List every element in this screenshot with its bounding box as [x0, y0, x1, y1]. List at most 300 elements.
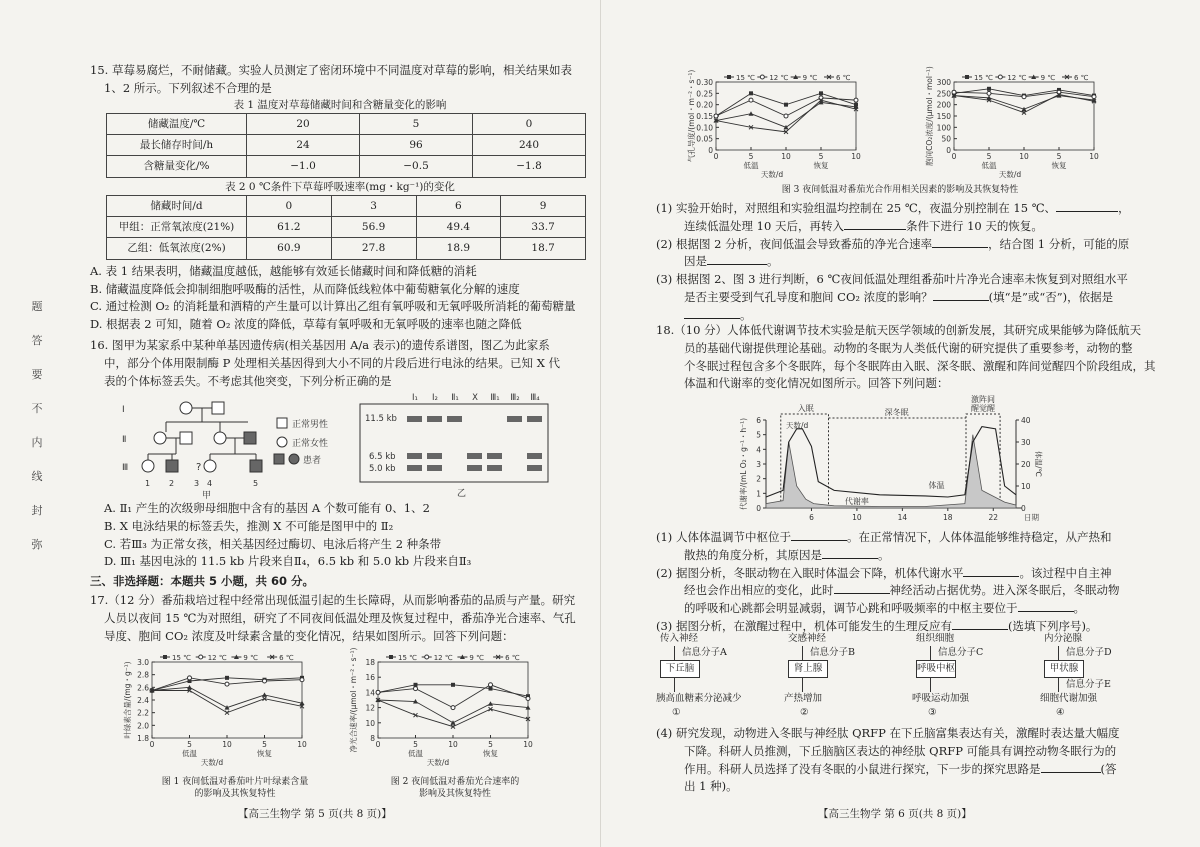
gel-band [427, 416, 442, 422]
legend-female-label: 正常女性 [292, 439, 329, 449]
q17-stem-2: 人员以夜间 15 ℃为对照组，研究了不同夜间低温处理及恢复过程中，番茄净光合速率、气孔 [104, 610, 576, 625]
q18-2-text: 。该过程中自主神 [1019, 565, 1112, 580]
flow-diagram [1040, 632, 1169, 722]
x-axis-label: 天数/d [200, 758, 224, 767]
legend-label: 15 ℃ [736, 74, 755, 82]
table-cell: 60.9 [247, 238, 332, 259]
flow-source: 交感神经 [788, 633, 827, 644]
table-row [107, 113, 586, 134]
phase-label: 醒觉醒 [971, 404, 996, 413]
data-point [263, 679, 267, 683]
x-tick-label: 18 [943, 513, 953, 522]
x-tick-label: 6 [809, 513, 814, 522]
q15-option-c: C. 通过检测 O₂ 的消耗量和酒精的产生量可以计算出乙组有氧呼吸和无氧呼吸所消耗的葡萄糖量 [90, 299, 576, 314]
legend-affected-female-icon [289, 454, 299, 464]
y-tick-label: 18 [365, 658, 375, 667]
question-15 [90, 62, 590, 334]
table-row [107, 156, 586, 177]
legend-affected-label: 患者 [303, 456, 322, 466]
y-tick-label: 200 [936, 100, 951, 110]
x-tick-label: 5 [187, 740, 192, 749]
y-tick-label: 2.4 [137, 696, 149, 705]
flow-signal: 信息分子C [938, 647, 984, 658]
q16-option-a: A. Ⅱ₁ 产生的次级卵母细胞中含有的基因 A 个数可能有 0、1、2 [104, 501, 430, 515]
q16-option-c: C. 若Ⅲ₃ 为正常女孩，相关基因经过酶切、电泳后将产生 2 种条带 [104, 536, 442, 551]
data-point [300, 678, 304, 682]
question-18-stem [656, 322, 1186, 393]
q18-1-text: 散热的角度分析，其原因是 [684, 547, 822, 562]
legend-label: 15 ℃ [398, 654, 417, 662]
legend-label: 6 ℃ [505, 654, 520, 662]
gel-band [467, 453, 482, 459]
seal-char: 封 [31, 504, 43, 517]
flow-effect: 产热增加 [784, 693, 823, 704]
table-cell: −0.5 [360, 156, 473, 177]
flow-signal: 信息分子D [1066, 647, 1112, 658]
q15-option-a: A. 表 1 结果表明，储藏温度越低，越能够有效延长储藏时间和降低糖的消耗 [90, 263, 477, 278]
phase-label: 激阵间 [971, 395, 996, 404]
q18-3-text: (选填下列序号)。 [1007, 619, 1098, 634]
y-tick-label: 2.8 [137, 670, 149, 680]
q15-stem-2: 1、2 所示。下列叙述不合理的是 [104, 80, 272, 95]
hibernation-chart [730, 395, 1060, 530]
flow-source: 组织细胞 [916, 633, 955, 644]
caption-line: 的影响及其恢复特性 [194, 789, 276, 800]
answer-blank[interactable] [684, 307, 740, 319]
q17-3-text: 是否主要受到气孔导度和胞间 CO₂ 浓度的影响？ [684, 290, 933, 305]
seal-line-notice [30, 290, 44, 562]
flow-arrow [674, 678, 675, 692]
phase-label: 恢复 [1051, 161, 1067, 170]
figure-yi-label: 乙 [457, 489, 467, 499]
legend-affected-male-icon [274, 454, 284, 464]
y-axis-label: 净光合速率/(μmol・m⁻²・s⁻¹) [349, 647, 358, 753]
chart-body [348, 648, 533, 767]
x-tick-label: 5 [1056, 152, 1062, 161]
y-tick-label: 0 [756, 504, 761, 513]
table-cell: 0 [247, 195, 332, 216]
individual-number: 3 [194, 479, 200, 488]
individual-number: 4 [207, 479, 213, 488]
seal-char: 内 [31, 436, 43, 449]
q15-option-d: D. 根据表 2 可知，随着 O₂ 浓度的降低，草莓有氧呼吸和无氧呼吸的速率也随之降低 [90, 317, 522, 332]
section-header: 三、非选择题：本题共 5 小题，共 60 分。 [90, 574, 315, 588]
table-row [107, 217, 586, 238]
individual-number: 5 [253, 479, 259, 488]
lane-label: Ⅲ₁ [490, 393, 500, 403]
answer-blank[interactable] [933, 289, 989, 301]
data-point [987, 91, 991, 95]
q18-1-text: (1) 人体体温调节中枢位于 [656, 530, 791, 544]
x-tick-label: 10 [851, 152, 861, 161]
x-tick-label: 10 [448, 740, 458, 749]
figure-3a-chart [682, 68, 872, 183]
table-cell: 240 [473, 135, 586, 156]
series-area [766, 435, 1016, 508]
legend-label: 12 ℃ [433, 654, 453, 662]
gel-band [487, 465, 502, 471]
individual-number: 2 [169, 479, 175, 488]
flow-number: ③ [928, 707, 937, 718]
generation-label: Ⅲ [122, 463, 129, 473]
generation-label: Ⅱ [122, 435, 127, 445]
x-tick-label: 10 [523, 740, 533, 749]
legend-male-icon [277, 418, 287, 428]
band-size-label: 5.0 kb [369, 464, 396, 474]
flow-target-box: 甲状腺 [1044, 660, 1084, 678]
answer-blank[interactable] [1056, 200, 1118, 212]
phase-label: 低温 [182, 749, 197, 758]
gel-band [407, 465, 422, 471]
table-cell: 24 [247, 135, 360, 156]
flow-signal: 信息分子A [682, 647, 727, 658]
data-point [784, 103, 788, 107]
pedigree-chart [120, 390, 350, 500]
data-point [727, 75, 731, 79]
answer-blank[interactable] [822, 547, 878, 559]
q16-stem-1: 16. 图甲为某家系中某种单基因遗传病(相关基因用 A/a 表示)的遗传系谱图，图乙为此家系 [90, 338, 550, 352]
female-symbol [154, 432, 166, 444]
q18-4-text: (4) 研究发现，动物进入冬眠与神经肽 QRFP 在下丘脑富集表达有关，激醒时表达量大幅度 [656, 726, 1120, 740]
data-point [784, 114, 788, 118]
unknown-symbol: ? [196, 462, 202, 473]
data-point [489, 683, 493, 687]
x-tick-label: 10 [1089, 152, 1099, 161]
answer-blank[interactable] [952, 618, 1008, 630]
seal-char: 要 [31, 368, 43, 381]
y-axis-label: 胞间CO₂浓度/(μmol・mol⁻¹) [925, 66, 934, 166]
legend-label: 12 ℃ [1007, 74, 1027, 82]
page-footer: 【高三生物学 第 5 页(共 8 页)】 [238, 808, 392, 820]
y-tick-label: 6 [756, 416, 761, 425]
q16-option-d: D. Ⅲ₁ 基因电泳的 11.5 kb 片段来自Ⅱ₄，6.5 kb 和 5.0 kb 片段来自Ⅱ₃ [104, 554, 472, 569]
flow-arrow [802, 678, 803, 692]
x-tick-label: 5 [413, 740, 418, 749]
q17-stem-1: 17.（12 分）番茄栽培过程中经常出现低温引起的生长障碍，从而影响番茄的品质与产量。研究 [90, 593, 576, 607]
q16-options [104, 500, 594, 571]
figure-jia-label: 甲 [202, 491, 212, 501]
table-cell: 5 [360, 113, 473, 134]
y-tick-label: 2.2 [137, 708, 149, 718]
y-tick-label: 0.30 [696, 78, 713, 87]
q17-1-text: 连续低温处理 10 天后，再转入 [684, 218, 844, 233]
data-point [225, 682, 229, 686]
female-symbol [214, 432, 226, 444]
flow-effect: 胰高血糖素分泌减少 [656, 693, 742, 704]
chart-body [738, 394, 1044, 522]
legend-male-label: 正常男性 [292, 420, 329, 430]
chart-body [122, 654, 307, 767]
flow-diagram [784, 632, 913, 722]
legend-label: 6 ℃ [279, 654, 294, 662]
data-point [376, 690, 380, 694]
data-point [262, 692, 267, 697]
y-tick-label: 10 [1021, 482, 1031, 491]
phase-label: 低温 [981, 161, 997, 170]
gel-band [447, 416, 462, 422]
legend-female-icon [277, 437, 287, 447]
female-symbol [204, 460, 216, 472]
flow-source: 内分泌腺 [1044, 633, 1083, 644]
data-point [225, 711, 229, 715]
caption-line: 图 1 夜间低温对番茄叶片叶绿素含量 [161, 777, 309, 787]
table-row [107, 135, 586, 156]
series-label: 代谢率 [844, 497, 869, 506]
legend [962, 74, 1089, 82]
table-1 [106, 113, 586, 178]
figure-1-caption [150, 776, 320, 800]
x-axis-label: 天数/d [426, 758, 450, 767]
chart-body [924, 66, 1099, 179]
x-tick-label: 5 [986, 152, 992, 161]
table-cell: 33.7 [501, 217, 586, 238]
table-cell: 乙组：低氧浓度(2%) [107, 238, 247, 259]
flow-target-box: 呼吸中枢 [916, 660, 956, 678]
data-point [749, 111, 754, 116]
flow-arrow [1058, 678, 1059, 692]
x-tick-label: 5 [818, 152, 824, 161]
q17-2-text: (2) 根据图 2 分析，夜间低温会导致番茄的净光合速率 [656, 236, 933, 251]
lane-label: Ⅱ₁ [451, 393, 459, 403]
data-point [451, 720, 456, 725]
flow-number: ① [672, 707, 681, 718]
lane-label: Ⅲ₂ [510, 393, 520, 403]
table-cell: 61.2 [247, 217, 332, 238]
flow-effect: 细胞代谢加强 [1040, 693, 1098, 704]
y-tick-label: 0.15 [696, 112, 713, 121]
series-label: 体温 [928, 481, 945, 491]
legend-label: 15 ℃ [172, 654, 191, 662]
band-size-label: 6.5 kb [369, 452, 396, 462]
question-18-subquestions: (1) 人体体温调节中枢位于 。在正常情况下，人体体温能够维持稳定，从产热和 散热的角度分析，其原因是 。 (2) 据图分析，冬眠动物在入眠时体温会下降，机体代谢水平 。该过程中自主神 经也会作出相应的变化，此时 神经活动占据优势。进入深冬眠后，冬眠动物 的呼吸和心跳都会明显减弱，调节心跳和呼吸频率的中枢主要位于 。 (3) 据图分析，在激醒过程中，机体可能发生的生理反应有 (选填下列序号)。 [656, 530, 1120, 634]
y-tick-label: 10 [365, 718, 375, 728]
table-cell: 甲组：正常氧浓度(21%) [107, 217, 247, 238]
phase-label: 恢复 [257, 749, 272, 758]
x-tick-label: 5 [748, 152, 754, 161]
answer-blank[interactable] [963, 565, 1019, 577]
question-16 [90, 337, 590, 390]
data-point [714, 114, 718, 118]
right-page [600, 0, 1200, 847]
x-tick-label: 5 [488, 740, 493, 749]
gel-band [407, 416, 422, 422]
y-tick-label: 0.10 [696, 123, 713, 133]
flow-number: ② [800, 707, 809, 718]
gel-band [527, 465, 542, 471]
q17-stem-3: 导度、胞间 CO₂ 浓度及叶绿素含量的变化情况，结果如图所示。回答下列问题： [104, 628, 514, 643]
data-point [749, 98, 753, 102]
q18-stem-1: 18.（10 分）人体低代谢调节技术实验是航天医学领域的创新发展，其研究成果能够为降低航天 [656, 323, 1142, 337]
answer-blank[interactable] [791, 529, 847, 541]
x-axis-label: 天数/d [760, 170, 784, 179]
x-tick-label: 0 [149, 740, 155, 749]
answer-blank[interactable] [1018, 600, 1074, 612]
lane-label: Ⅰ₁ [412, 393, 418, 403]
table-cell: 含糖量变化/% [107, 156, 247, 177]
q17-1-text: (1) 实验开始时，对照组和实验组温均控制在 25 ℃，夜温分别控制在 15 ℃、 [656, 201, 1057, 215]
phase-label: 恢复 [813, 161, 829, 170]
x-tick-label: 5 [262, 740, 267, 749]
seal-char: 弥 [31, 538, 43, 551]
phase-label: 低温 [743, 161, 759, 170]
flow-diagram [912, 632, 1041, 722]
seal-char: 线 [31, 470, 43, 483]
y-tick-label: 30 [1021, 438, 1031, 447]
data-point [414, 687, 418, 691]
affected-male-symbol [244, 432, 256, 444]
legend-label: 15 ℃ [974, 74, 993, 82]
answer-blank[interactable] [932, 236, 988, 248]
table-cell: 最长储存时间/h [107, 135, 247, 156]
y-tick-label: 5 [756, 430, 761, 440]
data-point [389, 655, 393, 659]
y-tick-label: 2.0 [137, 721, 149, 731]
electrophoresis-gel [355, 390, 555, 500]
data-point [965, 75, 969, 79]
y-tick-label: 250 [936, 89, 951, 99]
table-cell: 20 [247, 113, 360, 134]
y-tick-label: 0 [1021, 504, 1026, 513]
y-tick-label: 3 [756, 460, 761, 469]
legend-label: 6 ℃ [1074, 74, 1089, 82]
legend [724, 74, 851, 82]
data-point [225, 676, 229, 680]
figure-3-caption: 图 3 夜间低温对番茄光合作用相关因素的影响及其恢复特性 [781, 185, 1019, 195]
male-symbol [212, 402, 224, 414]
y-tick-label: 8 [370, 734, 375, 743]
q18-4-text: 作用。科研人员选择了没有冬眠的小鼠进行探究，下一步的探究思路是 [684, 761, 1041, 776]
data-point [526, 696, 530, 700]
plot-frame [152, 662, 302, 738]
table-row [107, 195, 586, 216]
x-tick-label: 14 [897, 513, 908, 522]
answer-blank[interactable] [707, 253, 767, 265]
gel-band [507, 416, 522, 422]
q15-option-b: B. 储藏温度降低会抑制细胞呼吸酶的活性，从而降低线粒体中葡萄糖氧化分解的速度 [90, 281, 520, 296]
figure-2-chart [340, 648, 540, 768]
q15-stem-1: 15. 草莓易腐烂，不耐储藏。实验人员测定了密闭环境中不同温度对草莓的影响，相关结果如表 [90, 63, 572, 77]
caption-line: 影响及其恢复特性 [418, 789, 491, 800]
table1-caption: 表 1 温度对草莓储藏时间和含糖量变化的影响 [233, 98, 447, 111]
y-tick-label: 12 [365, 703, 375, 713]
x-tick-label: 10 [852, 513, 862, 522]
table-cell: 储藏温度/℃ [107, 113, 247, 134]
phase-label: 入眠 [797, 404, 814, 413]
y-tick-label: 1.8 [137, 734, 149, 743]
response-flow-diagrams [656, 632, 1180, 722]
unit-label: 天数/d [786, 421, 809, 430]
phase-label: 恢复 [483, 749, 498, 758]
y-tick-label: 0.05 [696, 134, 713, 144]
y-tick-label: 0.20 [696, 100, 713, 110]
table-cell: 储藏时间/d [107, 195, 247, 216]
answer-blank[interactable] [844, 218, 906, 230]
flow-arrow [1058, 646, 1059, 660]
flow-diagram [656, 632, 785, 722]
caption-line: 图 2 夜间低温对番茄光合速率的 [390, 777, 520, 787]
seal-char: 题 [31, 300, 43, 313]
q18-stem-3: 个冬眠过程包含多个冬眠阵，每个冬眠阵由入眠、深冬眠、激醒和阵间觉醒四个阶段组成，其 [684, 358, 1156, 373]
q18-4-text: 下降。科研人员推测，下丘脑脑区表达的神经肽 QRFP 可能具有调控动物冬眠行为的 [684, 743, 1117, 758]
answer-blank[interactable] [834, 582, 890, 594]
table-cell: 56.9 [331, 217, 416, 238]
affected-male-symbol [250, 460, 262, 472]
q17-1-text: 条件下进行 10 天的恢复。 [905, 218, 1043, 233]
page-footer: 【高三生物学 第 6 页(共 8 页)】 [818, 808, 972, 820]
y-tick-label: 0.25 [696, 89, 713, 99]
answer-blank[interactable] [1041, 761, 1101, 773]
x-tick-label: 0 [951, 152, 957, 161]
gel-band [407, 453, 422, 459]
data-point [1022, 95, 1026, 99]
q17-3-text: (3) 根据图 2、图 3 进行判断，6 ℃夜间低温处理组番茄叶片净光合速率未恢复到对照组水平 [656, 272, 1128, 287]
phase-label: 深冬眠 [884, 408, 909, 417]
x-tick-label: 0 [713, 152, 719, 161]
flow-signal: 信息分子B [810, 647, 855, 658]
q18-4-text: 出 1 种)。 [684, 779, 738, 794]
y-tick-label: 14 [365, 688, 375, 698]
q18-4-text: (答 [1100, 761, 1117, 776]
individual-number: 1 [145, 479, 151, 488]
q18-2-text: 的呼吸和心跳都会明显减弱，调节心跳和呼吸频率的中枢主要位于 [684, 601, 1018, 616]
figure-2-caption [370, 776, 540, 800]
q16-option-b: B. X 电泳结果的标签丢失，推测 X 不可能是图甲中的 Ⅱ₂ [104, 518, 394, 533]
q18-3-text: (3) 据图分析，在激醒过程中，机体可能发生的生理反应有 [656, 619, 952, 634]
x-tick-label: 0 [375, 740, 381, 749]
table-cell: 49.4 [416, 217, 501, 238]
q18-2-text: (2) 据图分析，冬眠动物在入眠时体温会下降，机体代谢水平 [656, 565, 964, 580]
data-point [987, 87, 991, 91]
legend [386, 654, 520, 662]
data-point [819, 91, 823, 95]
q17-2-text: 因是 [684, 254, 707, 269]
data-point [760, 75, 764, 79]
y-axis-label: 气孔导度/(mol・m⁻²・s⁻¹) [687, 69, 696, 163]
gel-band [527, 453, 542, 459]
seal-char: 答 [31, 334, 43, 347]
data-point [451, 683, 455, 687]
y-tick-label: 2.6 [137, 683, 149, 693]
table-row [107, 238, 586, 259]
q18-1-text: 。在正常情况下，人体体温能够维持稳定，从产热和 [846, 530, 1112, 544]
phase-label: 低温 [408, 749, 423, 758]
y-tick-label: 3.0 [137, 658, 149, 667]
table-cell: 6 [416, 195, 501, 216]
q18-stem-2: 员的基础代谢提供理论基础。动物的冬眠为人类低代谢的研究提供了重要参考，动物的整 [684, 340, 1133, 355]
legend-label: 12 ℃ [207, 654, 227, 662]
data-point [749, 91, 753, 95]
data-point [998, 75, 1002, 79]
table-cell: 96 [360, 135, 473, 156]
chart-body [686, 70, 861, 179]
band-size-label: 11.5 kb [365, 414, 397, 424]
flow-arrow [802, 646, 803, 660]
table-cell: 3 [331, 195, 416, 216]
x-tick-label: 10 [297, 740, 307, 749]
female-symbol [142, 460, 154, 472]
y-tick-label: 300 [936, 78, 951, 87]
flow-target-box: 下丘脑 [660, 660, 700, 678]
series-line [378, 700, 528, 723]
y-tick-label: 0 [946, 146, 951, 155]
figure-3b-chart [920, 68, 1110, 183]
table-cell: 18.9 [416, 238, 501, 259]
series-line [716, 98, 856, 116]
female-symbol [180, 402, 192, 414]
flow-source: 传入神经 [660, 633, 699, 644]
y-axis-label-left: 代谢率/(mL O₂・g⁻¹・h⁻¹) [739, 417, 748, 511]
legend-label: 9 ℃ [802, 74, 818, 82]
